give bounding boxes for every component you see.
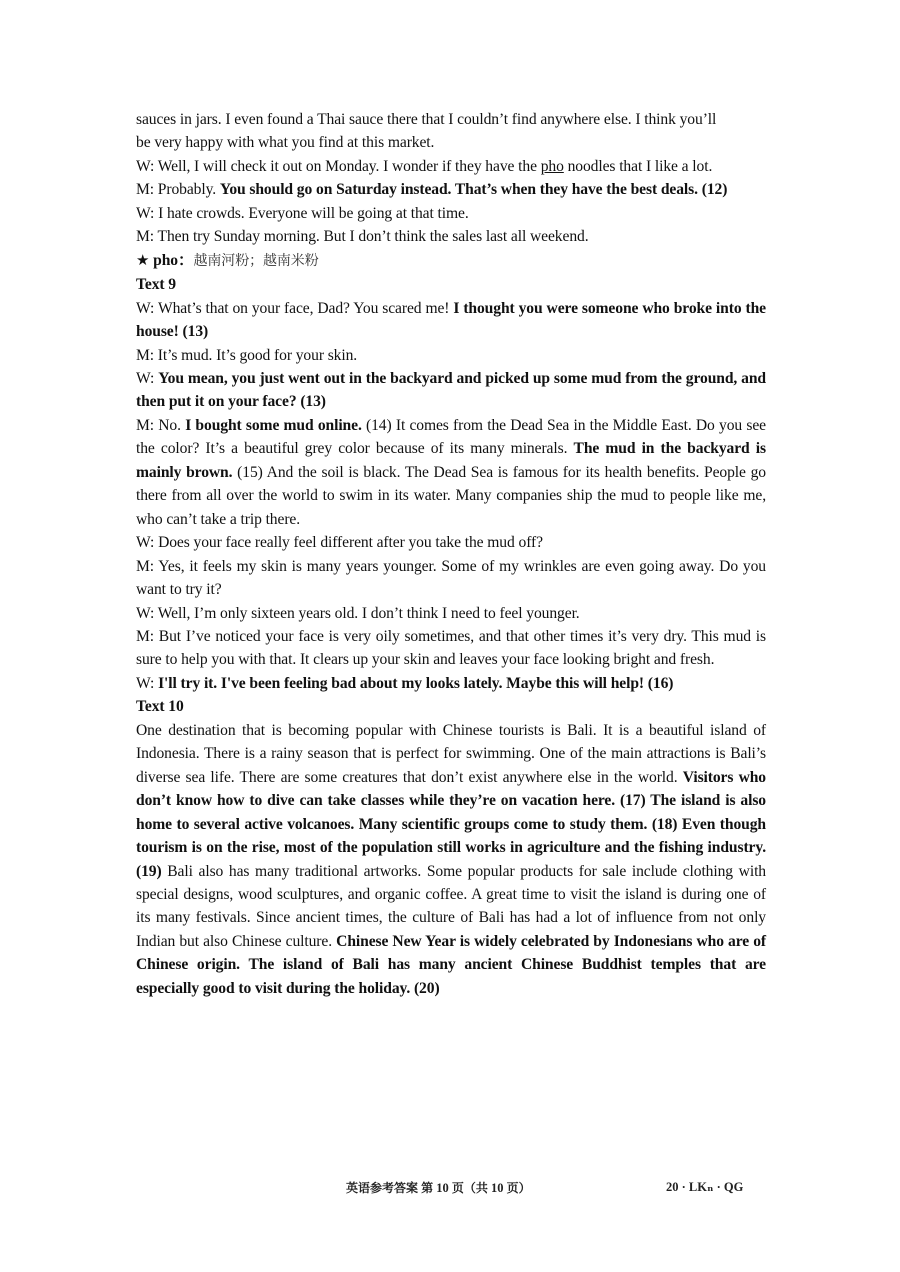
dialogue-line <box>136 344 766 367</box>
text-run: One destination that is becoming popular with Chinese tourists is Bali. It is a beautiful island of Indonesia. There is a rainy season that is perfect for swimming. One of the main attractions is Bali’s diverse sea life. There are some creatures that don’t exist anywhere else in the world. <box>136 721 766 786</box>
answer-highlight: Chinese New Year is widely celebrated by Indonesians who are of Chinese origin. The island of Bali has many ancient Chinese Buddhist temples that are especially good to visit during the holiday. (20) <box>136 932 766 997</box>
dialogue-line <box>136 602 766 625</box>
page-prefix: 第 <box>421 1181 434 1195</box>
answer-highlight: Visitors who don’t know how to dive can take classes while they’re on vacation here. (17) The island is also home to several active volcanoes. Many scientific groups come to study them. (18) Even though tourism is on the rise, most of the population still works in agriculture and the fishing industry. (19) <box>136 768 766 880</box>
answer-highlight: I bought some mud online. <box>185 416 362 434</box>
page-total: 10 <box>491 1181 504 1195</box>
text-run: be very happy with what you find at this market. <box>136 134 435 152</box>
text-run: (14) It comes from the Dead Sea in the Middle East. Do you see the color? It’s a beautiful grey color because of its many minerals. <box>136 416 766 458</box>
dialogue-line <box>136 131 766 154</box>
answer-highlight: The mud in the backyard is mainly brown. <box>136 440 766 481</box>
answer-key-body <box>136 108 766 1000</box>
passage-paragraph <box>136 719 766 1000</box>
answer-highlight: You mean, you just went out in the backyard and picked up some mud from the ground, and then put it on your face? (13) <box>136 369 766 411</box>
text-run: M: Then try Sunday morning. But I don’t think the sales last all weekend. <box>136 228 589 246</box>
page-info <box>346 1179 531 1196</box>
vocab-note <box>136 249 766 273</box>
text-run: M: No. <box>136 416 186 434</box>
dialogue-line <box>136 625 766 672</box>
dialogue-line <box>136 672 766 695</box>
text-run: W: I hate crowds. Everyone will be going at that time. <box>136 204 469 222</box>
dialogue-line <box>136 297 766 344</box>
answer-highlight: I thought you were someone who broke into the house! (13) <box>136 299 766 341</box>
text-run: W: <box>136 369 159 387</box>
page-mid: 页（共 <box>451 1181 488 1195</box>
dialogue-line <box>136 178 766 201</box>
dialogue-line <box>136 531 766 554</box>
section-heading-text-9: Text 9 <box>136 276 176 294</box>
vocab-translation: 越南河粉；越南米粉 <box>193 252 319 269</box>
dialogue-line <box>136 225 766 248</box>
text-run: sauces in jars. I even found a Thai sauce there that I couldn’t find anywhere else. I think you’ll <box>136 111 717 128</box>
text-run: noodles that I like a lot. <box>563 157 713 175</box>
text-run: M: Yes, it feels my skin is many years younger. Some of my wrinkles are even going away. Do you want to try it? <box>136 557 766 599</box>
answer-highlight: I'll try it. I've been feeling bad about my looks lately. Maybe this will help! (16) <box>158 674 674 692</box>
text-run: W: Does your face really feel different after you take the mud off? <box>136 534 543 552</box>
dialogue-line <box>136 555 766 602</box>
dialogue-line <box>136 155 766 178</box>
page-number: 10 <box>436 1181 449 1195</box>
star-icon: ★ <box>136 250 150 269</box>
document-code: 20 · LKₙ · QG <box>666 1180 744 1194</box>
text-run: W: Well, I will check it out on Monday. I wonder if they have the <box>136 157 541 175</box>
text-run: W: Well, I’m only sixteen years old. I don’t think I need to feel younger. <box>136 604 580 622</box>
dialogue-line <box>136 414 766 531</box>
text-run: W: <box>136 674 159 692</box>
vocab-term: pho： <box>149 251 194 269</box>
footer-title: 英语参考答案 <box>346 1181 419 1195</box>
section-heading-text-10: Text 10 <box>136 698 184 716</box>
text-run: M: But I’ve noticed your face is very oily sometimes, and that other times it’s very dry. This mud is sure to help you with that. It clears up your skin and leaves your face looking bright and fresh. <box>136 627 766 669</box>
dialogue-line <box>136 108 766 131</box>
dialogue-line <box>136 202 766 225</box>
text-run: M: Probably. <box>136 181 220 199</box>
page-suffix: 页） <box>506 1181 531 1195</box>
text-run: M: It’s mud. It’s good for your skin. <box>136 346 358 364</box>
answer-highlight: You should go on Saturday instead. That’s when they have the best deals. (12) <box>219 181 728 199</box>
text-run: Bali also has many traditional artworks. Some popular products for sale include clothing with special designs, wood sculptures, and organic coffee. A great time to visit the island is during one of its many festivals. Since ancient times, the culture of Bali has had a lot of influence from not only Indian but also Chinese culture. <box>136 862 766 950</box>
dialogue-line <box>136 367 766 414</box>
text-run: (15) And the soil is black. The Dead Sea is famous for its health benefits. People go there from all over the world to swim in its water. Many companies ship the mud to people like me, who can’t take a trip there. <box>136 463 766 528</box>
underlined-term-pho: pho <box>540 157 564 175</box>
text-run: W: What’s that on your face, Dad? You scared me! <box>136 299 454 317</box>
